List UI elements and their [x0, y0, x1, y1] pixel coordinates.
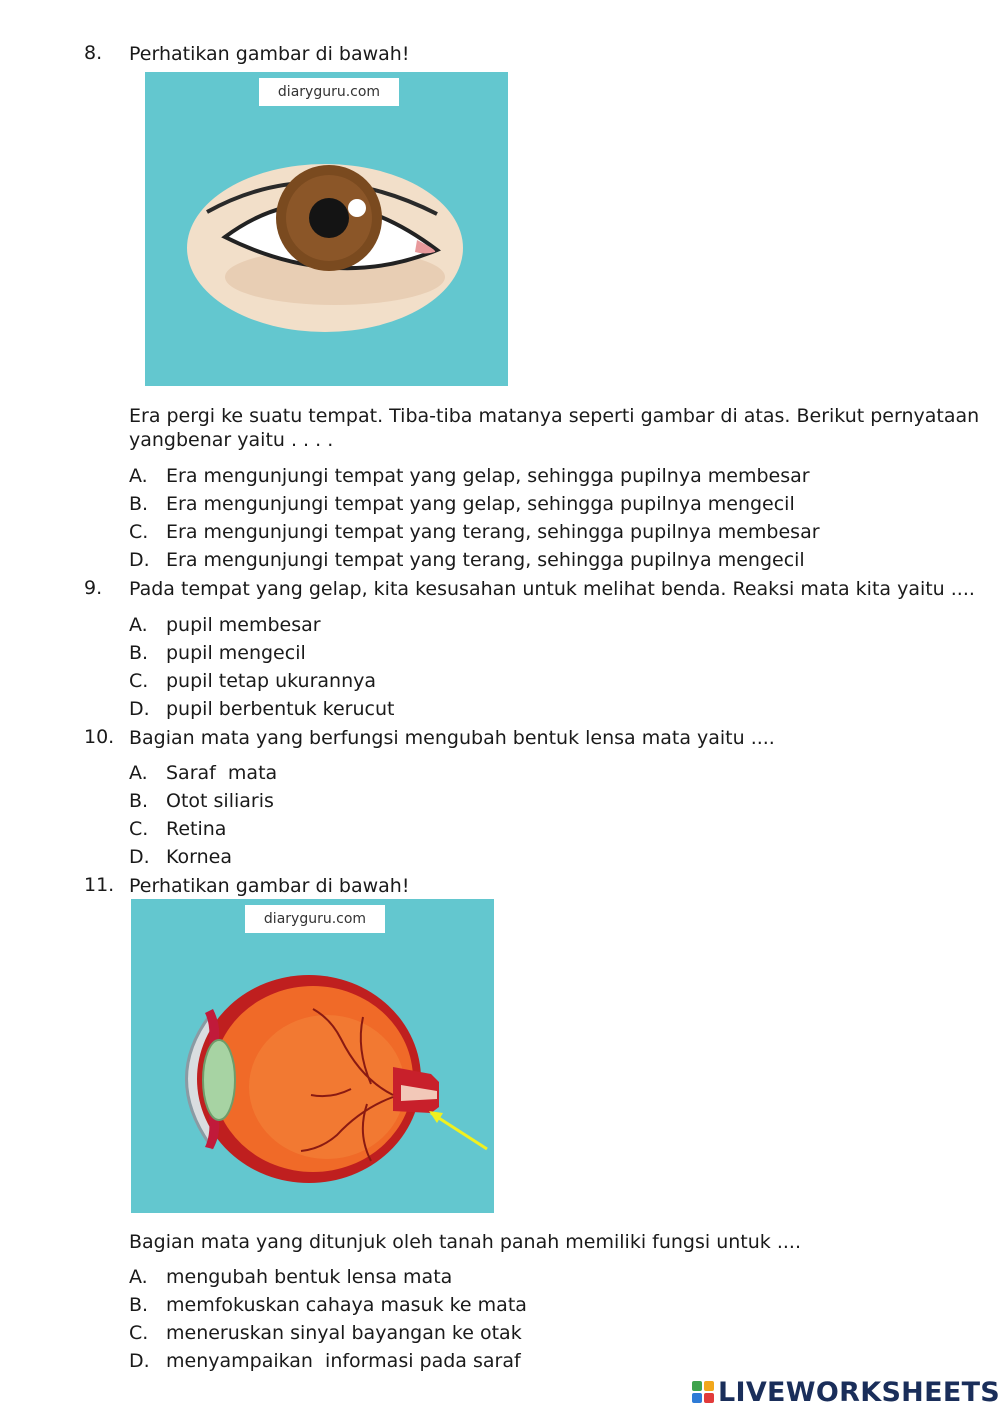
option-letter: A.	[129, 465, 148, 487]
option[interactable]	[129, 521, 820, 543]
option-text: Era mengunjungi tempat yang terang, sehingga pupilnya mengecil	[166, 549, 805, 571]
option-text: Era mengunjungi tempat yang gelap, sehingga pupilnya mengecil	[166, 493, 795, 515]
watermark-label: diaryguru.com	[259, 78, 399, 106]
option[interactable]	[129, 670, 376, 692]
option-text: Era mengunjungi tempat yang terang, sehingga pupilnya membesar	[166, 521, 820, 543]
question-number: 8.	[84, 42, 103, 64]
option-letter: C.	[129, 818, 149, 840]
option[interactable]	[129, 790, 274, 812]
option[interactable]	[129, 1322, 522, 1344]
option[interactable]	[129, 614, 321, 636]
question-text-line: Era pergi ke suatu tempat. Tiba-tiba matanya seperti gambar di atas. Berikut pernyataan	[129, 405, 980, 427]
option-text: memfokuskan cahaya masuk ke mata	[166, 1294, 527, 1316]
option[interactable]	[129, 493, 795, 515]
liveworksheets-logo[interactable]	[692, 1375, 1000, 1409]
option-text: Kornea	[166, 846, 232, 868]
option[interactable]	[129, 818, 226, 840]
watermark-label: diaryguru.com	[245, 905, 385, 933]
option-text: pupil tetap ukurannya	[166, 670, 377, 692]
eye-front-illustration	[145, 72, 508, 386]
option-letter: B.	[129, 790, 149, 812]
option-text: Retina	[166, 818, 227, 840]
question-prompt: Pada tempat yang gelap, kita kesusahan untuk melihat benda. Reaksi mata kita yaitu ....	[129, 578, 975, 600]
question-text-line: yangbenar yaitu . . . .	[129, 429, 334, 451]
option[interactable]	[129, 1294, 527, 1316]
question-prompt: Bagian mata yang berfungsi mengubah bentuk lensa mata yaitu ....	[129, 727, 775, 749]
option-letter: C.	[129, 521, 149, 543]
option[interactable]	[129, 762, 277, 784]
pupil	[309, 198, 349, 238]
option-letter: A.	[129, 762, 148, 784]
option-letter: C.	[129, 1322, 149, 1344]
option-letter: D.	[129, 549, 150, 571]
option-letter: B.	[129, 642, 149, 664]
question-number: 11.	[84, 874, 115, 896]
option-text: pupil membesar	[166, 614, 321, 636]
question-text: Bagian mata yang ditunjuk oleh tanah panah memiliki fungsi untuk ....	[129, 1231, 801, 1253]
option[interactable]	[129, 1266, 452, 1288]
option-text: Era mengunjungi tempat yang gelap, sehingga pupilnya membesar	[166, 465, 810, 487]
question-prompt: Perhatikan gambar di bawah!	[129, 875, 410, 897]
option[interactable]	[129, 698, 394, 720]
lens	[203, 1040, 235, 1120]
brand-name: LIVEWORKSHEETS	[718, 1376, 1000, 1408]
option-text: mengubah bentuk lensa mata	[166, 1266, 453, 1288]
option[interactable]	[129, 846, 232, 868]
eye-front-figure	[145, 72, 508, 386]
option-text: menyampaikan informasi pada saraf	[166, 1350, 521, 1372]
question-number: 9.	[84, 577, 103, 599]
option-text: Saraf mata	[166, 762, 278, 784]
eye-cross-section-figure	[131, 899, 494, 1213]
option[interactable]	[129, 465, 810, 487]
option-letter: B.	[129, 493, 149, 515]
option-text: Otot siliaris	[166, 790, 274, 812]
option-text: meneruskan sinyal bayangan ke otak	[166, 1322, 522, 1344]
option[interactable]	[129, 549, 805, 571]
question-number: 10.	[84, 726, 115, 748]
option-letter: D.	[129, 846, 150, 868]
option-text: pupil mengecil	[166, 642, 306, 664]
option[interactable]	[129, 642, 306, 664]
option-letter: A.	[129, 614, 148, 636]
option-letter: B.	[129, 1294, 149, 1316]
option[interactable]	[129, 1350, 521, 1372]
question-prompt: Perhatikan gambar di bawah!	[129, 43, 410, 65]
option-letter: D.	[129, 1350, 150, 1372]
logo-blocks-icon	[692, 1381, 714, 1403]
option-letter: C.	[129, 670, 149, 692]
option-letter: D.	[129, 698, 150, 720]
option-letter: A.	[129, 1266, 148, 1288]
eye-cross-section-illustration	[131, 899, 494, 1213]
option-text: pupil berbentuk kerucut	[166, 698, 395, 720]
